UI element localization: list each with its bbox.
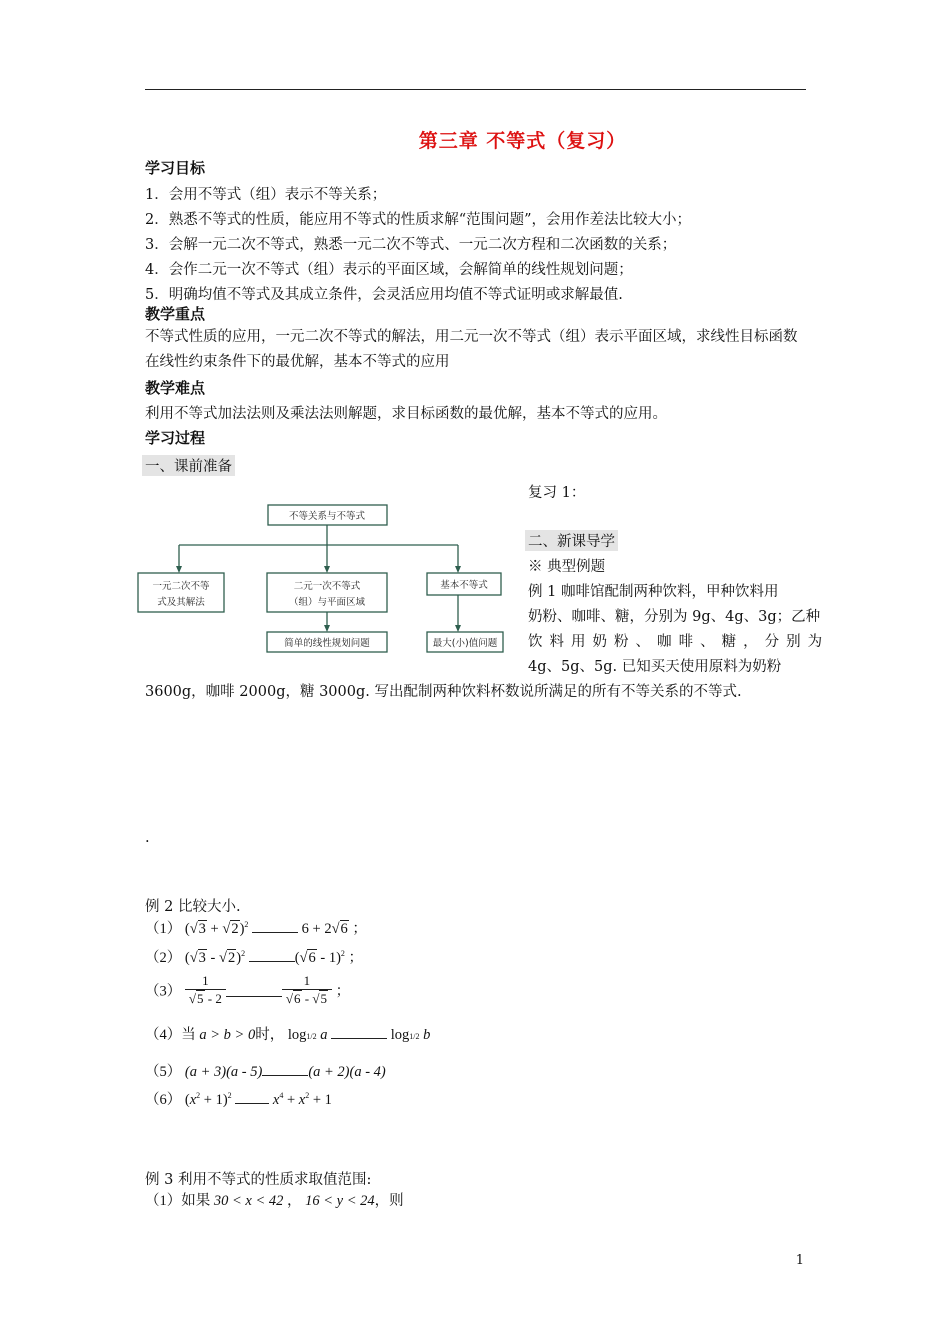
key-points-heading: 教学重点 bbox=[145, 305, 206, 323]
key-points-text: 不等式性质的应用，一元二次不等式的解法，用二元一次不等式（组）表示平面区域，求线性目标函数在线性约束条件下的最优解，基本不等式的应用 bbox=[145, 329, 798, 370]
example2-item-2: （2） (√3 - √2)$^2$ (√6 - 1)$^2$ ； bbox=[145, 949, 364, 966]
review-label: 复习 1： bbox=[528, 485, 586, 501]
page-title: 第三章 不等式（复习） bbox=[418, 130, 627, 152]
header-rule bbox=[145, 89, 806, 90]
goal-item-1: 1．会用不等式（组）表示不等关系； bbox=[145, 187, 387, 203]
goal-item-3: 3．会解一元二次不等式，熟悉一元二次不等式、一元二次方程和二次函数的关系； bbox=[145, 237, 677, 253]
typical-examples-label: ※ 典型例题 bbox=[528, 559, 606, 575]
example2-heading: 例 2 比较大小. bbox=[145, 899, 241, 915]
example2-item-1: （1） $(√3 + √2)^2$ 6 + 2√6 ； bbox=[145, 920, 367, 937]
goal-item-4: 4．会作二元一次不等式（组）表示的平面区域，会解简单的线性规划问题； bbox=[145, 262, 633, 278]
new-lesson-heading: 二、新课导学 bbox=[525, 530, 618, 551]
prep-heading: 一、课前准备 bbox=[142, 455, 235, 476]
difficulty-text: 利用不等式加法法则及乘法法则解题，求目标函数的最优解，基本不等式的应用。 bbox=[145, 406, 667, 422]
diagram-middle-child-label: 简单的线性规划问题 bbox=[284, 638, 370, 649]
diagram-left-label-1: 一元二次不等 bbox=[152, 581, 210, 592]
difficulty-heading: 教学难点 bbox=[145, 379, 206, 397]
goals-heading: 学习目标 bbox=[145, 159, 206, 177]
diagram-right-child-label: 最大(小)值问题 bbox=[432, 638, 498, 649]
example2-item-5: （5） (a + 3)(a - 5) (a + 2)(a - 4) bbox=[145, 1064, 386, 1080]
example3-item-1: （1）如果 30 < x < 42 ， 16 < y < 24，则 bbox=[145, 1193, 404, 1209]
diagram-root-label: 不等关系与不等式 bbox=[288, 511, 366, 522]
goal-item-5: 5．明确均值不等式及其成立条件，会灵活应用均值不等式证明或求解最值. bbox=[145, 287, 623, 303]
diagram-middle-label-2: （组）与平面区域 bbox=[288, 597, 366, 608]
example1-line-2: 奶粉、咖啡、糖，分别为 9g、4g、3g；乙种 bbox=[528, 609, 821, 625]
process-heading: 学习过程 bbox=[145, 429, 206, 447]
example2-item-4: （4）当 a > b > 0时， log1/2 a log1/2 b bbox=[145, 1027, 431, 1043]
example1-line-5: 3600g，咖啡 2000g，糖 3000g. 写出配制两种饮料杯数说所满足的所有不等关系的不等式. bbox=[145, 684, 742, 700]
goal-item-2: 2．熟悉不等式的性质，能应用不等式的性质求解“范围问题”，会用作差法比较大小； bbox=[145, 212, 692, 228]
example2-item-3: （3） $\frac{1}{√5 - 2}$ $\frac{1}{√6 - √5}$ ； bbox=[145, 973, 351, 1006]
diagram-left-label-2: 式及其解法 bbox=[157, 597, 205, 608]
example1-line-4: 4g、5g、5g. 已知买天使用原料为奶粉 bbox=[528, 659, 782, 675]
separator-dot: . bbox=[145, 830, 150, 846]
diagram-middle-label-1: 二元一次不等式 bbox=[293, 581, 361, 592]
diagram-right-label: 基本不等式 bbox=[440, 580, 488, 591]
example1-line-3: 饮 料 用 奶 粉 、 咖 啡 、 糖 ， 分 别 为 bbox=[528, 634, 824, 650]
example1-line-1: 例 1 咖啡馆配制两种饮料，甲种饮料用 bbox=[528, 584, 779, 600]
knowledge-diagram bbox=[136, 500, 508, 660]
page-number: 1 bbox=[795, 1253, 804, 1268]
example2-item-6: （6） $(x^2 + 1)^2$ $x^4 + x^2 + 1$ bbox=[145, 1091, 332, 1108]
example3-heading: 例 3 利用不等式的性质求取值范围: bbox=[145, 1172, 372, 1188]
